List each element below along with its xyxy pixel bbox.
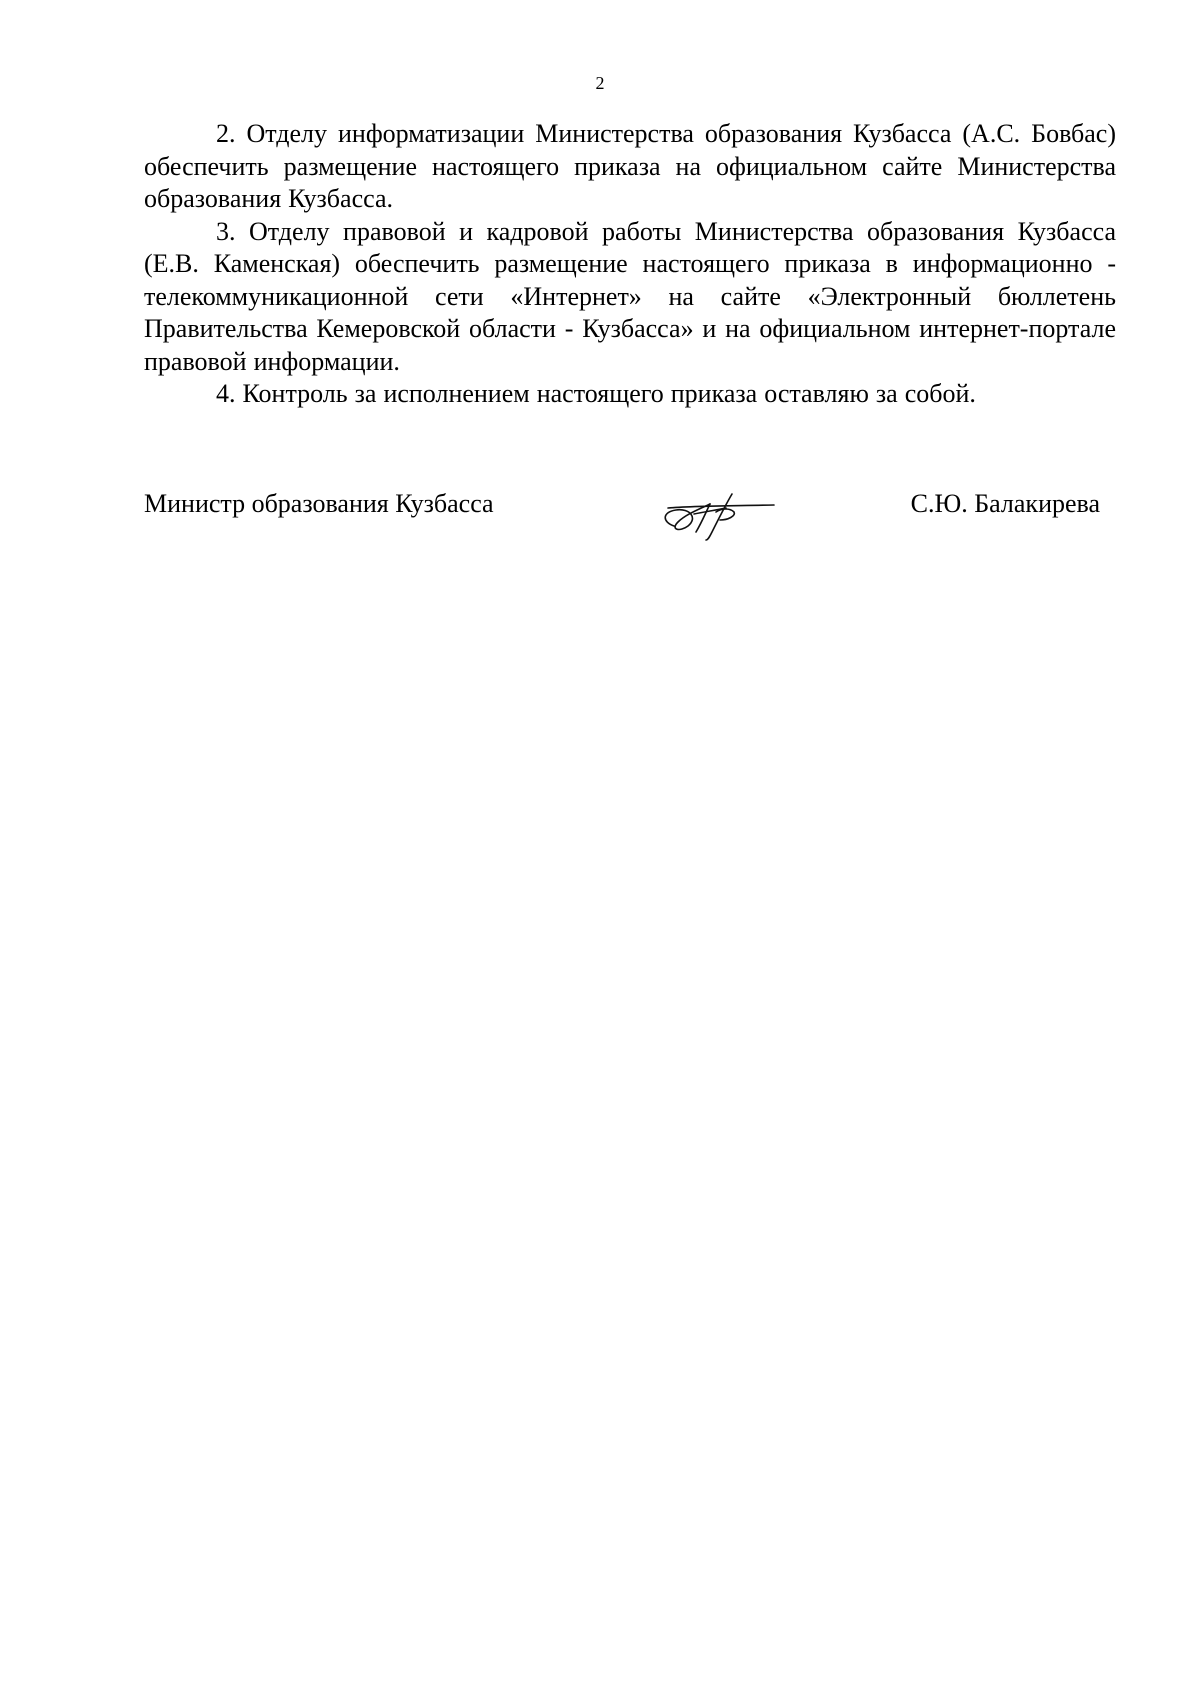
paragraph-item-2: 2. Отделу информатизации Министерства образования Кузбасса (А.С. Бовбас) обеспечить размещение настоящего приказа на официальном сайте Министерства образования Кузбасса. <box>144 119 1116 213</box>
signatory-name: С.Ю. Балакирева <box>910 489 1100 518</box>
paragraph-item-3: 3. Отделу правовой и кадровой работы Министерства образования Кузбасса (Е.В. Каменская) обеспечить размещение настоящего приказа в информационно - телекоммуникационной сети «Интернет» на сайте «Электронный бюллетень Правительства Кемеровской области - Кузбасса» и на официальном интернет-портале правовой информации. <box>144 216 1116 376</box>
signatory-position: Министр образования Кузбасса <box>144 489 494 518</box>
document-body <box>144 118 1116 411</box>
signature-block <box>144 482 1100 552</box>
page-number: 2 <box>595 73 605 93</box>
paragraph-item-4: 4. Контроль за исполнением настоящего приказа оставляю за собой. <box>216 379 976 408</box>
handwritten-signature-icon <box>650 482 776 542</box>
